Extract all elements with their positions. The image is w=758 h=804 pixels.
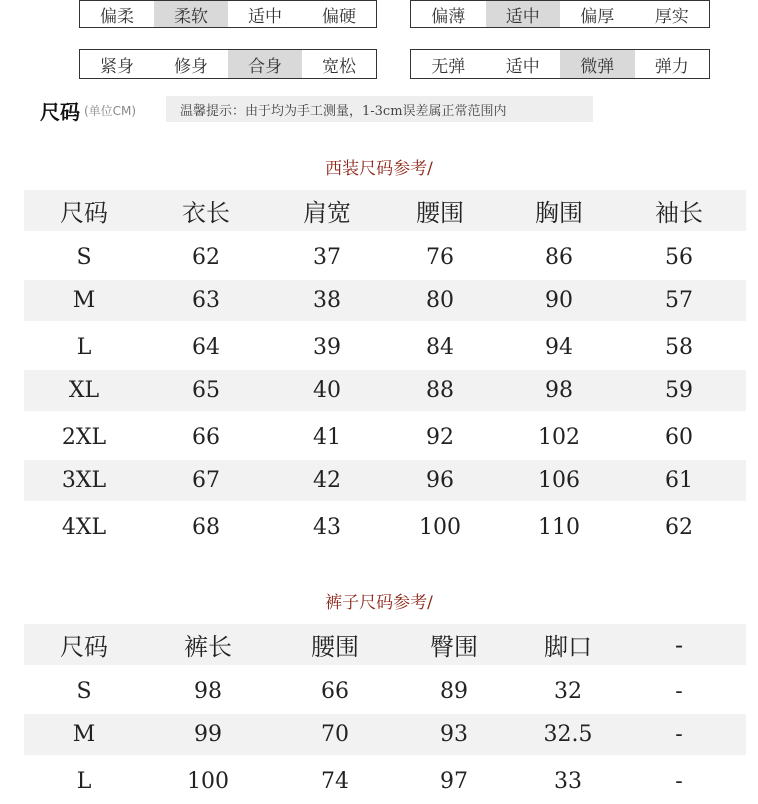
table-cell: 37 [313, 245, 341, 270]
table-row [24, 280, 746, 321]
table-cell: 106 [538, 468, 580, 493]
table-cell: - [675, 679, 683, 704]
table-cell: 57 [665, 288, 693, 313]
table-cell: 86 [545, 245, 573, 270]
header-cell: - [674, 630, 684, 659]
table-cell: - [675, 722, 683, 747]
table-cell: 3XL [61, 468, 107, 493]
table-cell: 61 [665, 468, 693, 493]
table-cell: 59 [665, 378, 693, 403]
table-row [24, 235, 746, 280]
table-cell: 93 [440, 722, 468, 747]
pants-size-table [24, 624, 746, 800]
attr-option: 微弹 [560, 50, 635, 78]
table-cell: 100 [187, 769, 229, 794]
header-cell: 尺码 [60, 633, 108, 661]
table-row [24, 759, 746, 804]
table-cell: 100 [419, 515, 461, 540]
table-cell: 62 [665, 515, 693, 540]
table-cell: 98 [194, 679, 222, 704]
attr-option: 厚实 [654, 6, 689, 27]
table-cell: 32 [554, 679, 582, 704]
table-cell: 66 [192, 425, 220, 450]
table-cell: 58 [665, 335, 693, 360]
header-cell: 肩宽 [303, 199, 351, 227]
table-header-row [24, 190, 746, 231]
header-cell: 胸围 [535, 199, 583, 227]
table-cell: 43 [313, 515, 341, 540]
table-cell: 65 [192, 378, 220, 403]
softness-selector [79, 0, 377, 28]
measurement-note: 温馨提示：由于均为手工测量，1-3cm误差属正常范围内 [166, 96, 593, 122]
table-cell: 92 [426, 425, 454, 450]
table-cell: 67 [192, 468, 220, 493]
header-cell: 臀围 [430, 633, 478, 661]
table-cell: - [675, 769, 683, 794]
table-row [24, 370, 746, 411]
table-cell: 63 [192, 288, 220, 313]
thickness-selector [410, 0, 710, 28]
pants-table-title: 裤子尺码参考/ [325, 593, 433, 613]
attr-option: 修身 [174, 56, 208, 77]
table-cell: 66 [321, 679, 349, 704]
table-cell: 2XL [61, 425, 107, 450]
attr-option: 偏硬 [322, 6, 356, 27]
attr-option: 适中 [505, 56, 540, 77]
table-row [24, 714, 746, 755]
table-row [24, 460, 746, 501]
table-cell: 60 [665, 425, 693, 450]
table-cell: 94 [545, 335, 573, 360]
attr-option: 无弹 [431, 56, 466, 77]
header-cell: 尺码 [60, 199, 108, 227]
elasticity-selector [410, 49, 710, 79]
attr-option: 适中 [486, 1, 561, 27]
table-header-row [24, 624, 746, 665]
table-cell: 68 [192, 515, 220, 540]
suit-size-table [24, 190, 746, 550]
table-cell: 74 [321, 769, 349, 794]
table-cell: 89 [440, 679, 468, 704]
table-cell: 42 [313, 468, 341, 493]
table-cell: M [72, 288, 96, 313]
table-cell: 41 [313, 425, 341, 450]
table-cell: 33 [554, 769, 582, 794]
table-cell: 76 [426, 245, 454, 270]
table-cell: 32.5 [543, 722, 593, 747]
fit-selector [79, 49, 377, 79]
table-row [24, 669, 746, 714]
attr-option: 偏柔 [100, 6, 134, 27]
table-row [24, 415, 746, 460]
table-cell: 84 [426, 335, 454, 360]
size-header [40, 96, 136, 125]
table-cell: 99 [194, 722, 222, 747]
table-cell: XL [68, 378, 100, 403]
table-cell: 96 [426, 468, 454, 493]
attr-option: 紧身 [100, 56, 134, 77]
table-row [24, 505, 746, 550]
header-cell: 脚口 [544, 633, 592, 661]
header-cell: 衣长 [182, 199, 230, 227]
table-cell: 97 [440, 769, 468, 794]
suit-table-title: 西装尺码参考/ [325, 159, 433, 179]
attr-option: 柔软 [154, 1, 228, 27]
table-cell: L [76, 335, 92, 360]
table-cell: 88 [426, 378, 454, 403]
attr-option: 偏厚 [580, 6, 615, 27]
table-cell: 102 [538, 425, 580, 450]
header-cell: 腰围 [416, 199, 464, 227]
attr-option: 弹力 [654, 56, 689, 77]
attr-option: 合身 [228, 50, 302, 78]
table-cell: 38 [313, 288, 341, 313]
table-cell: L [76, 769, 92, 794]
table-cell: 98 [545, 378, 573, 403]
table-cell: 39 [313, 335, 341, 360]
size-title: 尺码 [40, 100, 80, 124]
header-cell: 腰围 [311, 633, 359, 661]
table-row [24, 325, 746, 370]
table-cell: 56 [665, 245, 693, 270]
table-cell: 4XL [61, 515, 107, 540]
table-cell: S [76, 245, 92, 270]
table-cell: 90 [545, 288, 573, 313]
header-cell: 袖长 [655, 199, 703, 227]
attr-option: 适中 [248, 6, 282, 27]
table-cell: 110 [538, 515, 580, 540]
table-cell: 40 [313, 378, 341, 403]
table-cell: 62 [192, 245, 220, 270]
attr-option: 偏薄 [431, 6, 466, 27]
size-unit: (单位CM) [84, 104, 137, 118]
table-cell: S [76, 679, 92, 704]
header-cell: 裤长 [184, 633, 232, 661]
table-cell: 80 [426, 288, 454, 313]
table-cell: 70 [321, 722, 349, 747]
attr-option: 宽松 [322, 56, 356, 77]
table-cell: 64 [192, 335, 220, 360]
table-cell: M [72, 722, 96, 747]
